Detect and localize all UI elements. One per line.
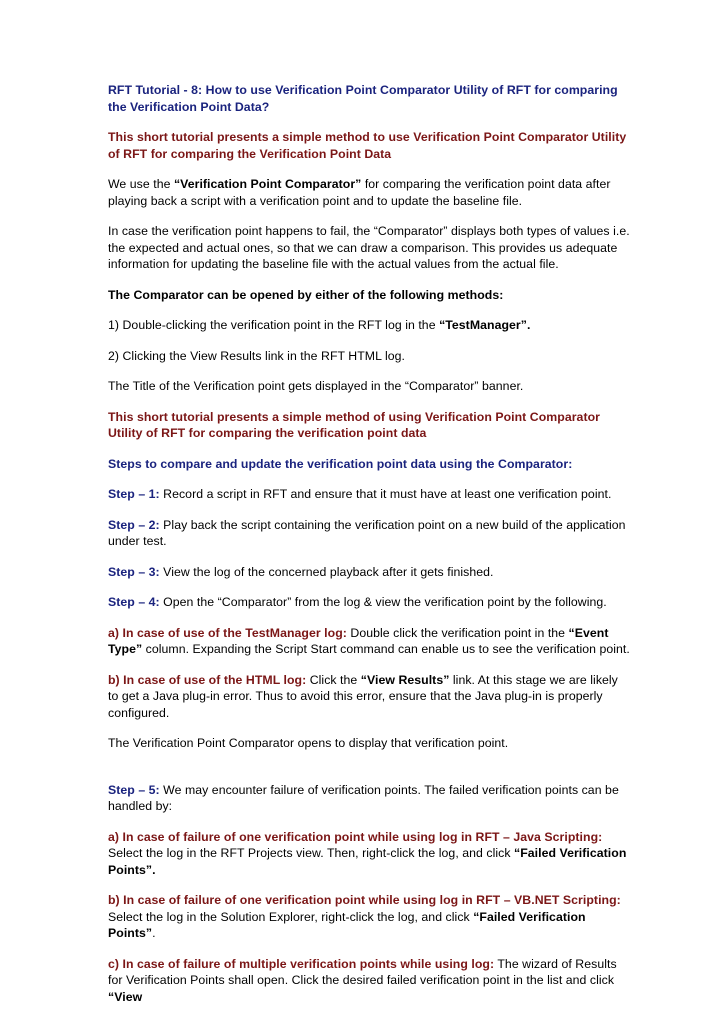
step-2 — [108, 517, 630, 550]
text-run: Click the — [306, 672, 361, 687]
paragraph-verification-fail: In case the verification point happens to fail, the “Comparator” displays both types of values i.e. the expected and actual ones, so that we can draw a comparison. This provides us adequate information for updating the baseline file with the actual values from the actual file. — [108, 224, 630, 271]
step-text: Play back the script containing the verification point on a new build of the application under test. — [108, 517, 626, 548]
step-5c — [108, 956, 630, 1006]
intro-heading-2: This short tutorial presents a simple method of using Verification Point Comparator Utility of RFT for comparing the verification point data — [108, 409, 600, 440]
step-3 — [108, 564, 630, 581]
document-page — [108, 82, 630, 1019]
bold-term: “Failed Verification Points” — [108, 909, 586, 940]
bold-term: “Failed Verification Points”. — [108, 846, 627, 877]
paragraph-comparator-purpose — [108, 176, 630, 209]
step-5a — [108, 829, 630, 879]
methods-heading: The Comparator can be opened by either of the following methods: — [108, 287, 504, 302]
step-label: Step – 5: — [108, 782, 160, 797]
method-1 — [108, 317, 630, 334]
paragraph-title-banner: The Title of the Verification point gets displayed in the “Comparator” banner. — [108, 379, 524, 393]
bold-term: “Event Type” — [108, 625, 609, 656]
step-text: Record a script in RFT and ensure that it must have at least one verification point. — [159, 487, 612, 501]
text-run: column. Expanding the Script Start command can enable us to see the verification point. — [142, 642, 630, 656]
intro-heading-1: This short tutorial presents a simple method to use Verification Point Comparator Utility of RFT for comparing the Verification Point Data — [108, 130, 627, 161]
step-4b — [108, 672, 630, 722]
substep-label: a) In case of use of the TestManager log: — [108, 625, 347, 640]
step-text: We may encounter failure of verification points. The failed verification points can be handled by: — [108, 782, 619, 813]
text-run: link. At this stage we are likely to get a Java plug-in error. Thus to avoid this error, ensure that the Java plug-in is properly configured. — [108, 672, 618, 720]
text-run: . — [152, 926, 156, 940]
text-run: Select the log in the Solution Explorer, right-click the log, and click — [108, 909, 474, 924]
step-4 — [108, 594, 630, 611]
substep-label: b) In case of use of the HTML log: — [108, 672, 307, 687]
step-5b — [108, 892, 630, 942]
paragraph-comparator-opens: The Verification Point Comparator opens to display that verification point. — [108, 736, 509, 750]
bold-term: “Verification Point Comparator” — [173, 177, 362, 191]
step-label: Step – 3: — [108, 564, 160, 579]
text-run: The wizard of Results for Verification Points shall open. Click the desired failed verification point in the list and click — [108, 956, 617, 987]
step-1 — [108, 486, 630, 503]
step-text: View the log of the concerned playback after it gets finished. — [159, 564, 494, 579]
bold-term: “View — [108, 989, 143, 1004]
step-text: Open the “Comparator” from the log & view the verification point by the following. — [159, 595, 607, 609]
step-label: Step – 2: — [108, 517, 160, 532]
substep-label: c) In case of failure of multiple verification points while using log: — [108, 956, 495, 971]
text-run: 1) Double-clicking the verification point in the RFT log in the — [108, 318, 440, 332]
method-2: 2) Clicking the View Results link in the RFT HTML log. — [108, 348, 406, 363]
substep-label: a) In case of failure of one verification point while using log in RFT – Java Scripting: — [108, 829, 603, 844]
step-label: Step – 1: — [108, 487, 160, 501]
step-4a — [108, 625, 630, 658]
step-label: Step – 4: — [108, 595, 160, 609]
text-run: Select the log in the RFT Projects view. Then, right-click the log, and click — [108, 846, 515, 860]
text-run: Double click the verification point in the — [346, 625, 569, 640]
step-5 — [108, 782, 630, 815]
bold-term: “View Results” — [360, 672, 450, 687]
substep-label: b) In case of failure of one verification point while using log in RFT – VB.NET Scripting: — [108, 893, 621, 907]
bold-term: “TestManager”. — [439, 318, 531, 332]
text-run: for comparing the verification point data after playing back a script with a verification point and to update the baseline file. — [108, 177, 611, 208]
steps-heading: Steps to compare and update the verification point data using the Comparator: — [108, 456, 573, 471]
text-run: We use the — [108, 177, 174, 191]
document-title: RFT Tutorial - 8: How to use Verification Point Comparator Utility of RFT for comparing the Verification Point Data? — [108, 83, 618, 114]
